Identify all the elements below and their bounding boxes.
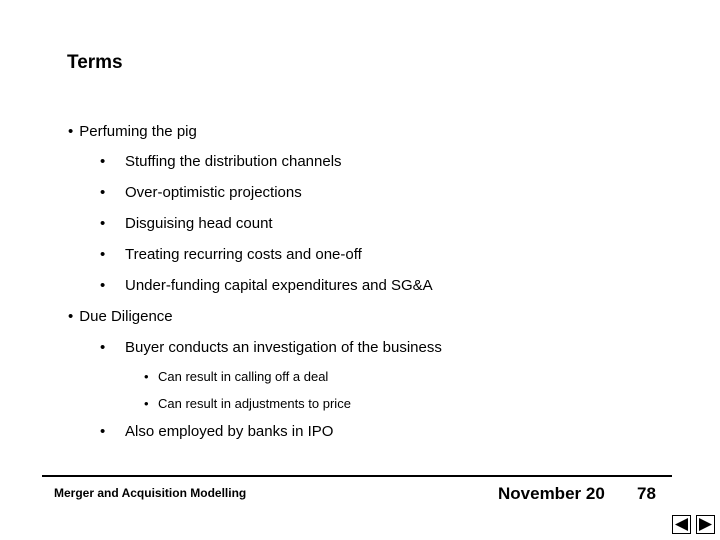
bullet-perfuming-the-pig bbox=[68, 123, 197, 140]
bullet-text: Treating recurring costs and one-off bbox=[125, 246, 362, 263]
bullet-dot: • bbox=[100, 153, 106, 170]
bullet-text: Due Diligence bbox=[79, 308, 173, 325]
bullet-text: Stuffing the distribution channels bbox=[125, 153, 342, 170]
footer-page-number: 78 bbox=[637, 484, 656, 503]
bullet-due-diligence bbox=[68, 308, 173, 325]
bullet-text: Can result in calling off a deal bbox=[158, 369, 329, 384]
sub-bullet-buyer-investigation bbox=[100, 339, 442, 356]
bullet-dot: • bbox=[68, 123, 74, 140]
bullet-dot: • bbox=[100, 423, 106, 440]
next-slide-button[interactable] bbox=[696, 515, 715, 534]
sub-bullet-ipo bbox=[100, 423, 333, 440]
footer-course-title: Merger and Acquisition Modelling bbox=[54, 486, 247, 500]
bullet-dot: • bbox=[100, 184, 106, 201]
bullet-dot: • bbox=[100, 215, 106, 232]
sub-bullet-stuffing bbox=[100, 153, 342, 170]
previous-slide-button[interactable] bbox=[672, 515, 691, 534]
bullet-dot: • bbox=[144, 396, 149, 411]
sub-sub-bullet-adjustments bbox=[144, 396, 351, 411]
bullet-text: Under-funding capital expenditures and SG&A bbox=[125, 277, 433, 294]
sub-bullet-under-funding bbox=[100, 277, 433, 294]
sub-bullet-projections bbox=[100, 184, 302, 201]
next-slide-icon bbox=[697, 516, 714, 533]
bullet-text: Also employed by banks in IPO bbox=[125, 423, 334, 440]
bullet-text: Perfuming the pig bbox=[79, 123, 197, 140]
bullet-dot: • bbox=[100, 246, 106, 263]
bullet-text: Disguising head count bbox=[125, 215, 273, 232]
sub-bullet-head-count bbox=[100, 215, 273, 232]
bullet-dot: • bbox=[68, 308, 74, 325]
footer-divider bbox=[42, 475, 672, 477]
previous-slide-icon bbox=[673, 516, 690, 533]
slide-title: Terms bbox=[67, 52, 123, 73]
bullet-text: Buyer conducts an investigation of the business bbox=[125, 339, 442, 356]
bullet-dot: • bbox=[100, 277, 106, 294]
bullet-text: Over-optimistic projections bbox=[125, 184, 302, 201]
footer-date: November 20 bbox=[498, 484, 605, 503]
bullet-text: Can result in adjustments to price bbox=[158, 396, 351, 411]
bullet-dot: • bbox=[144, 369, 149, 384]
sub-sub-bullet-calling-off bbox=[144, 369, 328, 384]
sub-bullet-recurring-costs bbox=[100, 246, 362, 263]
bullet-dot: • bbox=[100, 339, 106, 356]
